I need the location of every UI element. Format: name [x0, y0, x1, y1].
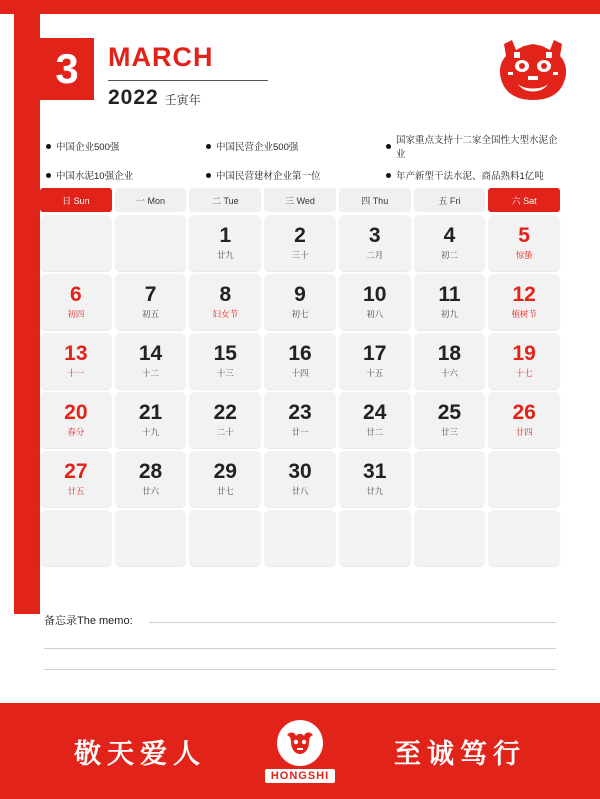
tiger-papercut-icon	[494, 38, 572, 102]
day-lunar-label: 惊蛰	[515, 250, 533, 260]
bull-head-logo-icon	[277, 720, 323, 766]
calendar-day-cell[interactable]	[414, 392, 486, 448]
calendar-day-cell	[115, 215, 187, 271]
company-credentials-list	[46, 132, 566, 190]
credential-item	[46, 132, 206, 160]
bullet-dot-icon	[46, 144, 51, 149]
month-number: 3	[55, 45, 79, 92]
day-lunar-label: 十一	[67, 368, 85, 378]
credential-label: 中国民营企业500强	[216, 142, 299, 153]
header-divider	[108, 80, 268, 81]
day-number: 2	[294, 224, 306, 247]
day-number: 4	[443, 224, 456, 247]
weekday-header-2: 二 Tue	[189, 188, 261, 212]
credential-item	[386, 168, 566, 182]
calendar-day-cell	[264, 510, 336, 566]
day-lunar-label: 妇女节	[212, 309, 239, 319]
calendar-day-cell[interactable]	[488, 333, 560, 389]
calendar-day-cell[interactable]	[264, 333, 336, 389]
memo-title: 备忘录The memo:	[44, 615, 133, 627]
calendar-day-cell	[339, 510, 411, 566]
top-red-strip	[0, 0, 600, 14]
calendar-day-cell	[40, 510, 112, 566]
credential-label: 国家重点支持十二家全国性大型水泥企业	[396, 135, 558, 160]
calendar-day-cell[interactable]	[488, 274, 560, 330]
day-lunar-label: 初五	[142, 309, 160, 319]
calendar-day-cell[interactable]	[40, 274, 112, 330]
weekday-header-3: 三 Wed	[264, 188, 336, 212]
year-chinese-zodiac: 壬寅年	[164, 93, 201, 107]
day-lunar-label: 十三	[216, 368, 234, 378]
calendar-day-cell	[414, 510, 486, 566]
day-number: 26	[512, 401, 536, 424]
day-lunar-label: 十七	[515, 368, 533, 378]
calendar-day-cell[interactable]	[414, 274, 486, 330]
day-lunar-label: 廿一	[291, 427, 309, 437]
day-number: 17	[363, 342, 387, 365]
calendar-day-cell[interactable]	[40, 451, 112, 507]
credential-item	[206, 132, 386, 160]
calendar-day-grid	[40, 215, 560, 566]
day-number: 27	[64, 460, 88, 483]
calendar-day-cell[interactable]	[488, 215, 560, 271]
credential-item	[46, 168, 206, 182]
day-number: 28	[138, 460, 163, 483]
credential-label: 中国水泥10强企业	[56, 171, 134, 182]
day-number: 5	[518, 224, 530, 247]
weekday-header-row	[40, 188, 560, 212]
calendar-day-cell	[40, 215, 112, 271]
year-number: 2022	[108, 86, 159, 109]
day-number: 13	[64, 342, 88, 365]
day-number: 15	[213, 342, 237, 365]
day-lunar-label: 廿二	[366, 427, 384, 437]
day-lunar-label: 廿九	[366, 486, 384, 496]
day-lunar-label: 廿三	[440, 427, 458, 437]
calendar-day-cell[interactable]	[40, 392, 112, 448]
day-number: 20	[64, 401, 88, 424]
calendar-day-cell[interactable]	[264, 215, 336, 271]
day-number: 11	[438, 283, 461, 306]
calendar-day-cell[interactable]	[115, 333, 187, 389]
bullet-dot-icon	[386, 173, 391, 178]
calendar-day-cell[interactable]	[414, 215, 486, 271]
day-number: 25	[437, 401, 462, 424]
calendar-day-cell[interactable]	[264, 392, 336, 448]
bullet-dot-icon	[46, 173, 51, 178]
day-lunar-label: 廿四	[515, 427, 533, 437]
day-number: 14	[138, 342, 163, 365]
day-number: 31	[363, 460, 387, 483]
day-number: 10	[363, 283, 387, 306]
calendar-day-cell	[189, 510, 261, 566]
day-number: 30	[288, 460, 312, 483]
year-row	[108, 86, 201, 110]
calendar-day-cell[interactable]	[339, 215, 411, 271]
memo-line[interactable]	[44, 669, 556, 670]
weekday-header-4: 四 Thu	[339, 188, 411, 212]
day-number: 3	[368, 224, 381, 247]
calendar-grid-container	[40, 188, 560, 566]
day-lunar-label: 十五	[366, 368, 384, 378]
memo-section	[44, 612, 556, 670]
calendar-day-cell[interactable]	[488, 392, 560, 448]
credential-item	[206, 168, 386, 182]
memo-line	[149, 622, 556, 623]
day-lunar-label: 十四	[291, 368, 309, 378]
calendar-day-cell[interactable]	[189, 274, 261, 330]
day-lunar-label: 廿五	[67, 486, 85, 496]
calendar-day-cell[interactable]	[414, 333, 486, 389]
day-lunar-label: 十二	[142, 368, 160, 378]
calendar-day-cell	[488, 451, 560, 507]
calendar-day-cell[interactable]	[189, 392, 261, 448]
calendar-day-cell[interactable]	[115, 451, 187, 507]
day-number: 24	[363, 401, 387, 424]
day-lunar-label: 廿七	[216, 486, 234, 496]
day-number: 29	[213, 460, 237, 483]
calendar-day-cell[interactable]	[189, 215, 261, 271]
footer-banner	[0, 703, 600, 799]
day-number: 12	[512, 283, 536, 306]
credential-label: 年产新型干法水泥、商品熟料1亿吨	[396, 171, 544, 182]
day-number: 16	[288, 342, 312, 365]
weekday-header-6: 六 Sat	[488, 188, 560, 212]
month-name-en: MARCH	[108, 42, 214, 72]
credential-item	[386, 132, 566, 160]
day-lunar-label: 二十	[216, 427, 234, 437]
slogan-left: 敬天爱人	[74, 738, 206, 769]
day-lunar-label: 植树节	[511, 309, 537, 319]
calendar-day-cell[interactable]	[339, 392, 411, 448]
calendar-day-cell[interactable]	[339, 274, 411, 330]
day-number: 9	[294, 283, 306, 306]
credential-label: 中国企业500强	[56, 142, 120, 153]
day-number: 18	[437, 342, 462, 365]
memo-line[interactable]	[44, 648, 556, 649]
calendar-day-cell	[488, 510, 560, 566]
day-lunar-label: 二月	[366, 250, 384, 260]
calendar-day-cell[interactable]	[189, 451, 261, 507]
company-logo	[252, 720, 348, 783]
day-lunar-label: 十九	[142, 427, 160, 437]
calendar-day-cell	[414, 451, 486, 507]
calendar-day-cell[interactable]	[339, 451, 411, 507]
logo-wordmark: HONGSHI	[265, 769, 335, 783]
month-number-box	[40, 38, 94, 100]
calendar-day-cell	[115, 510, 187, 566]
day-number: 23	[288, 401, 312, 424]
calendar-day-cell[interactable]	[339, 333, 411, 389]
day-number: 19	[512, 342, 536, 365]
calendar-day-cell[interactable]	[264, 274, 336, 330]
day-lunar-label: 十六	[440, 368, 458, 378]
day-lunar-label: 初四	[67, 309, 85, 319]
calendar-day-cell[interactable]	[264, 451, 336, 507]
day-number: 22	[213, 401, 237, 424]
weekday-header-5: 五 Fri	[414, 188, 486, 212]
bullet-dot-icon	[206, 144, 211, 149]
credential-label: 中国民营建材企业第一位	[216, 171, 321, 182]
day-lunar-label: 三十	[291, 250, 309, 260]
day-lunar-label: 廿八	[291, 486, 309, 496]
day-lunar-label: 初二	[440, 250, 458, 260]
day-number: 8	[219, 283, 232, 306]
left-red-column	[14, 14, 40, 614]
calendar-day-cell[interactable]	[115, 392, 187, 448]
calendar-day-cell[interactable]	[115, 274, 187, 330]
weekday-header-1: 一 Mon	[115, 188, 187, 212]
bullet-dot-icon	[386, 144, 391, 149]
day-number: 6	[70, 283, 82, 306]
slogan-right: 至诚笃行	[394, 738, 526, 769]
weekday-header-0: 日 Sun	[40, 188, 112, 212]
calendar-day-cell[interactable]	[40, 333, 112, 389]
calendar-header	[40, 38, 580, 130]
day-lunar-label: 初八	[366, 309, 384, 319]
calendar-day-cell[interactable]	[189, 333, 261, 389]
day-number: 21	[138, 401, 163, 424]
day-lunar-label: 廿九	[216, 250, 234, 260]
day-lunar-label: 初九	[440, 309, 458, 319]
bullet-dot-icon	[206, 173, 211, 178]
day-lunar-label: 春分	[67, 427, 85, 437]
day-lunar-label: 廿六	[142, 486, 160, 496]
day-number: 1	[219, 224, 232, 247]
day-lunar-label: 初七	[291, 309, 309, 319]
day-number: 7	[144, 283, 157, 306]
